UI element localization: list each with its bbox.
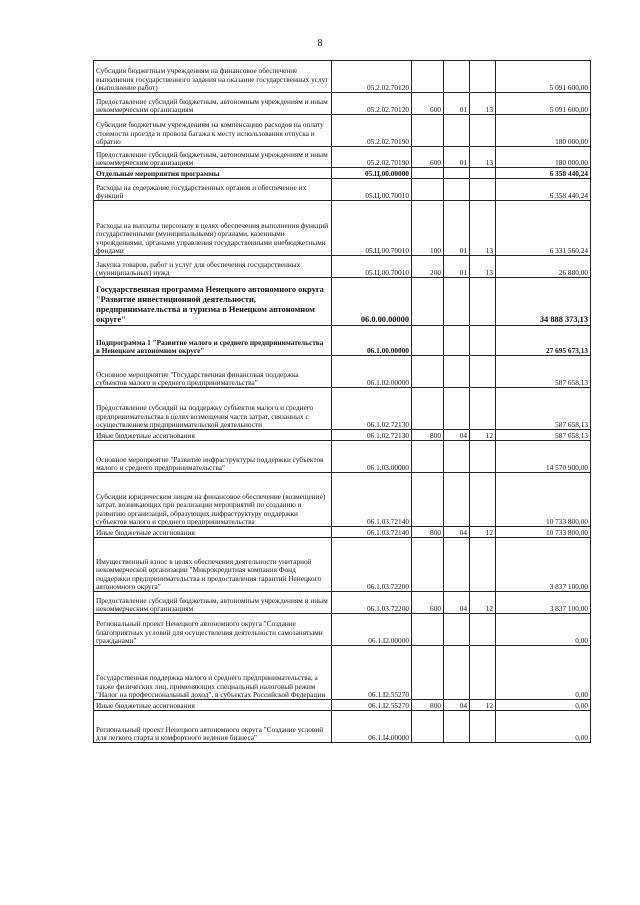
section-code-cell [444,168,470,179]
expense-type-cell: 200 [412,256,444,278]
section-code-cell [444,326,470,356]
subsection-code-cell [470,61,496,93]
expense-type-cell: 600 [412,147,444,168]
table-row [94,179,591,201]
expense-type-cell [412,646,444,700]
expense-name-cell: Субсидии бюджетным учреждениям на компенсацию расходов на оплату стоимости проезда и провоза багажа к месту использования отпуска и обратно [94,115,332,147]
expense-type-cell [412,179,444,201]
expense-type-cell: 800 [412,430,444,441]
target-article-code-cell: 06.1.I4.00000 [332,711,412,743]
budget-table [93,60,591,743]
target-article-code-cell: 06.1.I2.00000 [332,614,412,646]
section-code-cell [444,115,470,147]
expense-name-cell: Субсидии юридическим лицам на финансовое обеспечение (возмещение) затрат, возникающих при реализации мероприятий по созданию и развитию организаций, образующих инфраструктуру поддержки субъектов малого и среднего предпринимательства [94,473,332,527]
expense-type-cell [412,473,444,527]
expense-name-cell: Субсидия бюджетным учреждениям на финансовое обеспечение выполнения государственного задания на оказание государственных услуг (выполнение работ) [94,61,332,93]
table-row [94,646,591,700]
target-article-code-cell: 05.Ц.00.00000 [332,168,412,179]
table-row [94,700,591,711]
subsection-code-cell [470,326,496,356]
target-article-code-cell: 06.1.00.00000 [332,326,412,356]
table-row [94,430,591,441]
amount-cell: 0,00 [496,711,591,743]
expense-name-cell: Региональный проект Ненецкого автономного округа "Создание благоприятных условий для осуществления деятельности самозанятыми гражданами" [94,614,332,646]
section-code-cell [444,538,470,592]
target-article-code-cell: 05.2.02.70190 [332,115,412,147]
amount-cell: 5 091 600,00 [496,93,591,115]
subsection-code-cell: 13 [470,93,496,115]
expense-name-cell: Предоставление субсидий бюджетным, автономным учреждениям и иным некоммерческим организациям [94,147,332,168]
expense-name-cell: Расходы на выплаты персоналу в целях обеспечения выполнения функций государственными (муниципальными) органами, казенными учреждениями, органами управления государственными внебюджетными фондами [94,201,332,256]
page-number: 8 [317,38,323,49]
section-code-cell [444,179,470,201]
expense-name-cell: Отдельные мероприятия программы [94,168,332,179]
budget-table-body [94,61,591,743]
subsection-code-cell: 13 [470,147,496,168]
expense-type-cell [412,278,444,326]
amount-cell: 180 000,00 [496,115,591,147]
expense-name-cell: Закупка товаров, работ и услуг для обеспечения государственных (муниципальных) нужд [94,256,332,278]
section-code-cell [444,61,470,93]
expense-name-cell: Основное мероприятие "Развитие инфраструктуры поддержки субъектов малого и среднего предпринимательства" [94,441,332,473]
target-article-code-cell: 06.0.00.00000 [332,278,412,326]
subsection-code-cell [470,646,496,700]
section-code-cell: 04 [444,527,470,538]
subsection-code-cell: 12 [470,430,496,441]
expense-type-cell [412,356,444,388]
expense-name-cell: Основное мероприятие "Государственная финансовая поддержка субъектов малого и среднего предпринимательства" [94,356,332,388]
table-row [94,201,591,256]
subsection-code-cell: 12 [470,592,496,614]
amount-cell: 0,00 [496,700,591,711]
target-article-code-cell: 06.1.03.72140 [332,527,412,538]
target-article-code-cell: 06.1.03.72140 [332,473,412,527]
amount-cell: 10 733 800,00 [496,473,591,527]
section-code-cell [444,278,470,326]
amount-cell: 180 000,00 [496,147,591,168]
expense-type-cell: 800 [412,700,444,711]
expense-type-cell [412,168,444,179]
table-row [94,326,591,356]
table-row [94,61,591,93]
target-article-code-cell: 06.1.02.72130 [332,388,412,430]
table-row [94,93,591,115]
amount-cell: 3 837 100,00 [496,538,591,592]
section-code-cell [444,646,470,700]
subsection-code-cell [470,441,496,473]
target-article-code-cell: 06.1.03.72200 [332,592,412,614]
target-article-code-cell: 06.1.02.72130 [332,430,412,441]
table-row [94,278,591,326]
expense-type-cell [412,115,444,147]
expense-type-cell: 600 [412,93,444,115]
expense-name-cell: Государственная поддержка малого и среднего предпринимательства, а также физических лиц, применяющих специальный налоговый режим "Налог на профессиональный доход", в субъектах Российской Федерации [94,646,332,700]
expense-type-cell [412,388,444,430]
section-code-cell [444,356,470,388]
expense-type-cell [412,61,444,93]
amount-cell: 0,00 [496,646,591,700]
table-row [94,115,591,147]
expense-type-cell: 800 [412,527,444,538]
expense-name-cell: Предоставление субсидий на поддержку субъектов малого и среднего предпринимательства в целях возмещения части затрат, связанных с осуществлением предпринимательской деятельности [94,388,332,430]
section-code-cell: 04 [444,700,470,711]
subsection-code-cell: 12 [470,527,496,538]
section-code-cell [444,441,470,473]
amount-cell: 6 358 440,24 [496,168,591,179]
expense-type-cell [412,614,444,646]
amount-cell: 34 888 373,13 [496,278,591,326]
table-row [94,168,591,179]
expense-name-cell: Государственная программа Ненецкого автономного округа "Развитие инвестиционной деятельности, предпринимательства и туризма в Ненецком автономном округе" [94,278,332,326]
target-article-code-cell: 06.1.I2.55270 [332,700,412,711]
table-row [94,147,591,168]
amount-cell: 10 733 800,00 [496,527,591,538]
subsection-code-cell [470,473,496,527]
amount-cell: 587 658,13 [496,356,591,388]
target-article-code-cell: 05.Ц.00.70010 [332,179,412,201]
section-code-cell [444,473,470,527]
subsection-code-cell: 12 [470,700,496,711]
amount-cell: 6 358 440,24 [496,179,591,201]
expense-type-cell: 100 [412,201,444,256]
table-row [94,473,591,527]
expense-name-cell: Иные бюджетные ассигнования [94,700,332,711]
expense-name-cell: Имущественный взнос в целях обеспечения деятельности унитарной некоммерческой организации "Микрокредитная компания Фонд поддержки предпринимательства и предоставления гарантий Ненецкого автономного округа" [94,538,332,592]
subsection-code-cell [470,388,496,430]
table-row [94,256,591,278]
expense-type-cell [412,538,444,592]
subsection-code-cell [470,168,496,179]
subsection-code-cell [470,538,496,592]
table-row [94,527,591,538]
subsection-code-cell [470,356,496,388]
section-code-cell: 01 [444,147,470,168]
table-row [94,614,591,646]
table-row [94,711,591,743]
target-article-code-cell: 06.1.I2.55270 [332,646,412,700]
expense-name-cell: Региональный проект Ненецкого автономного округа "Создание условий для легкого старта и комфортного ведения бизнеса" [94,711,332,743]
amount-cell: 14 570 900,00 [496,441,591,473]
amount-cell: 587 658,13 [496,388,591,430]
target-article-code-cell: 06.1.03.00000 [332,441,412,473]
subsection-code-cell [470,179,496,201]
target-article-code-cell: 05.2.02.70190 [332,147,412,168]
subsection-code-cell: 13 [470,201,496,256]
expense-type-cell [412,441,444,473]
section-code-cell: 04 [444,430,470,441]
amount-cell: 3 837 100,00 [496,592,591,614]
section-code-cell: 04 [444,592,470,614]
amount-cell: 5 091 600,00 [496,61,591,93]
table-row [94,441,591,473]
expense-name-cell: Иные бюджетные ассигнования [94,527,332,538]
expense-name-cell: Предоставление субсидий бюджетным, автономным учреждениям и иным некоммерческим организациям [94,592,332,614]
table-row [94,356,591,388]
expense-name-cell: Иные бюджетные ассигнования [94,430,332,441]
table-row [94,592,591,614]
table-row [94,388,591,430]
target-article-code-cell: 06.1.02.00000 [332,356,412,388]
subsection-code-cell [470,614,496,646]
subsection-code-cell: 13 [470,256,496,278]
section-code-cell [444,388,470,430]
target-article-code-cell: 06.1.03.72200 [332,538,412,592]
amount-cell: 0,00 [496,614,591,646]
amount-cell: 27 695 673,13 [496,326,591,356]
target-article-code-cell: 05.2.02.70120 [332,61,412,93]
section-code-cell [444,614,470,646]
section-code-cell [444,711,470,743]
expense-name-cell: Расходы на содержание государственных органов и обеспечение их функций [94,179,332,201]
amount-cell: 26 880,00 [496,256,591,278]
expense-name-cell: Подпрограмма 1 "Развитие малого и среднего предпринимательства в Ненецком автономном округе" [94,326,332,356]
expense-type-cell: 600 [412,592,444,614]
expense-type-cell [412,711,444,743]
target-article-code-cell: 05.2.02.70120 [332,93,412,115]
subsection-code-cell [470,278,496,326]
target-article-code-cell: 05.Ц.00.70010 [332,201,412,256]
subsection-code-cell [470,711,496,743]
expense-name-cell: Предоставление субсидий бюджетным, автономным учреждениям и иным некоммерческим организациям [94,93,332,115]
expense-type-cell [412,326,444,356]
section-code-cell: 01 [444,93,470,115]
amount-cell: 6 331 560,24 [496,201,591,256]
target-article-code-cell: 05.Ц.00.70010 [332,256,412,278]
table-row [94,538,591,592]
amount-cell: 587 658,13 [496,430,591,441]
section-code-cell: 01 [444,201,470,256]
section-code-cell: 01 [444,256,470,278]
subsection-code-cell [470,115,496,147]
